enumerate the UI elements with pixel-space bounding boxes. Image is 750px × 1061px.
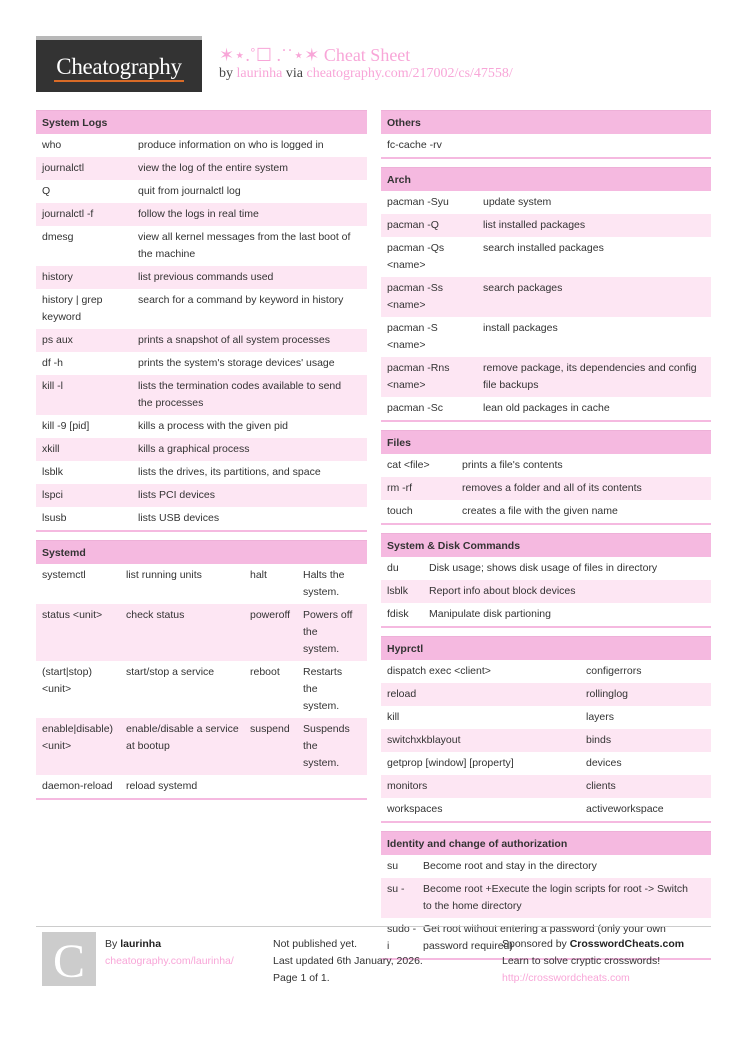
footer-sponsor-tagline: Learn to solve cryptic crosswords! (502, 955, 661, 967)
table-row (381, 500, 711, 523)
command-cell: lsusb (42, 512, 67, 524)
command-cell: ps aux (42, 334, 73, 346)
description-cell: list installed packages (483, 219, 586, 231)
command-cell: du (387, 562, 399, 574)
cheatography-logo[interactable] (36, 36, 202, 92)
table-row (36, 289, 367, 329)
description-cell: configerrors (586, 665, 642, 677)
table-row (381, 454, 711, 477)
command-cell: history | grep keyword (42, 294, 103, 323)
by-word: by (219, 66, 233, 81)
description-cell: Manipulate disk partioning (429, 608, 551, 620)
table-row (381, 878, 711, 918)
command-cell: fc-cache -rv (387, 139, 442, 151)
table-row (36, 484, 367, 507)
description-cell: prints a file's contents (462, 459, 563, 471)
section-systemd (36, 540, 367, 800)
table-row (36, 266, 367, 289)
table-row (36, 564, 367, 604)
section-title: System Logs (36, 110, 367, 134)
section-title: Others (381, 110, 711, 134)
description-cell: view the log of the entire system (138, 162, 288, 174)
table-row (36, 415, 367, 438)
description-cell: Powers off the system. (303, 609, 353, 655)
footer-by-label: By (105, 938, 118, 950)
section-others (381, 110, 711, 159)
description-cell: lists the drives, its partitions, and space (138, 466, 321, 478)
command-cell: journalctl -f (42, 208, 94, 220)
command-cell: touch (387, 505, 413, 517)
description-cell: start/stop a service (126, 666, 215, 678)
description-cell: lists USB devices (138, 512, 220, 524)
table-row (381, 134, 711, 157)
right-column (381, 110, 711, 968)
description-cell: search installed packages (483, 242, 604, 254)
table-row (36, 226, 367, 266)
systemd-table (36, 564, 367, 798)
section-title: Identity and change of authorization (381, 831, 711, 855)
description-cell: Get root without entering a password (only your own password required) (423, 923, 666, 952)
disk-table (381, 557, 711, 626)
table-row (381, 557, 711, 580)
description-cell: search packages (483, 282, 563, 294)
command-cell: pacman -Syu (387, 196, 449, 208)
description-cell: Halts the system. (303, 569, 345, 598)
command-cell: switchxkblayout (387, 734, 461, 746)
table-row (36, 661, 367, 718)
table-row (36, 461, 367, 484)
command-cell: fdisk (387, 608, 409, 620)
table-row (381, 775, 711, 798)
footer-sponsored-prefix: Sponsored by (502, 938, 567, 950)
table-row (36, 203, 367, 226)
description-cell: halt (250, 569, 267, 581)
description-cell: reboot (250, 666, 280, 678)
section-title: Files (381, 430, 711, 454)
command-cell: df -h (42, 357, 64, 369)
command-cell: pacman -Sc (387, 402, 444, 414)
command-cell: cat <file> (387, 459, 430, 471)
logo-text: Cheatography (56, 54, 182, 79)
avatar-letter: C (52, 935, 85, 988)
description-cell: produce information on who is logged in (138, 139, 324, 151)
table-row (381, 397, 711, 420)
table-row (36, 718, 367, 775)
command-cell: xkill (42, 443, 60, 455)
command-cell: rm -rf (387, 482, 413, 494)
command-cell: dispatch exec <client> (387, 665, 491, 677)
command-cell: daemon-reload (42, 780, 113, 792)
footer-page: Page 1 of 1. (273, 972, 330, 984)
description-cell: enable/disable a service at bootup (126, 723, 239, 752)
description-cell: removes a folder and all of its contents (462, 482, 642, 494)
table-row (381, 580, 711, 603)
command-cell: getprop [window] [property] (387, 757, 514, 769)
command-cell: who (42, 139, 62, 151)
description-cell: lists the termination codes available to send the processes (138, 380, 342, 409)
description-cell: poweroff (250, 609, 291, 621)
logo-underline (54, 80, 184, 82)
description-cell: reload systemd (126, 780, 198, 792)
table-row (36, 604, 367, 661)
table-row (381, 660, 711, 683)
footer-published: Not published yet. (273, 938, 358, 950)
via-word: via (285, 66, 303, 81)
command-cell: lspci (42, 489, 64, 501)
table-row (36, 329, 367, 352)
footer-sponsor-url[interactable]: http://crosswordcheats.com (502, 972, 630, 984)
description-cell: lean old packages in cache (483, 402, 610, 414)
table-row (381, 729, 711, 752)
description-cell: activeworkspace (586, 803, 664, 815)
command-cell: su - (387, 883, 405, 895)
table-row (381, 191, 711, 214)
command-cell: monitors (387, 780, 428, 792)
description-cell: Report info about block devices (429, 585, 576, 597)
command-cell: kill -9 [pid] (42, 420, 90, 432)
section-hyprctl (381, 636, 711, 823)
command-cell: systemctl (42, 569, 86, 581)
table-row (381, 752, 711, 775)
command-cell: kill -l (42, 380, 63, 392)
sheet-url-link[interactable]: cheatography.com/217002/cs/47558/ (306, 66, 513, 81)
table-row (381, 603, 711, 626)
description-cell: list previous commands used (138, 271, 274, 283)
description-cell: follow the logs in real time (138, 208, 259, 220)
command-cell: (start|stop) <unit> (42, 666, 92, 695)
footer-sponsor-block (502, 936, 684, 987)
description-cell: Disk usage; shows disk usage of files in directory (429, 562, 658, 574)
description-cell: kills a graphical process (138, 443, 250, 455)
description-cell: binds (586, 734, 612, 746)
footer-status-block (273, 936, 423, 987)
left-column (36, 110, 367, 808)
section-files (381, 430, 711, 525)
description-cell: suspend (250, 723, 290, 735)
description-cell: prints the system's storage devices' usage (138, 357, 335, 369)
description-cell: check status (126, 609, 185, 621)
section-system-disk (381, 533, 711, 628)
description-cell: install packages (483, 322, 558, 334)
command-cell: pacman -Q (387, 219, 439, 231)
command-cell: pacman -S <name> (387, 322, 438, 351)
footer-updated: Last updated 6th January, 2026. (273, 955, 423, 967)
description-cell: rollinglog (586, 688, 629, 700)
table-row (36, 775, 367, 798)
table-row (381, 706, 711, 729)
section-system-logs (36, 110, 367, 532)
footer-author-url[interactable]: cheatography.com/laurinha/ (105, 955, 234, 967)
section-title: Systemd (36, 540, 367, 564)
footer-author[interactable]: laurinha (120, 938, 162, 950)
footer-divider (36, 926, 711, 927)
command-cell: reload (387, 688, 417, 700)
table-row (36, 134, 367, 157)
section-title: Hyprctl (381, 636, 711, 660)
table-row (36, 438, 367, 461)
section-title: System & Disk Commands (381, 533, 711, 557)
description-cell: view all kernel messages from the last boot of the machine (138, 231, 351, 260)
description-cell: update system (483, 196, 552, 208)
description-cell: creates a file with the given name (462, 505, 618, 517)
arch-table (381, 191, 711, 420)
byline (219, 66, 513, 82)
description-cell: search for a command by keyword in history (138, 294, 344, 306)
hyprctl-table (381, 660, 711, 821)
command-cell: history (42, 271, 73, 283)
description-cell: kills a process with the given pid (138, 420, 288, 432)
table-row (36, 180, 367, 203)
command-cell: lsblk (387, 585, 409, 597)
table-row (381, 798, 711, 821)
description-cell: devices (586, 757, 622, 769)
table-row (381, 214, 711, 237)
section-title: Arch (381, 167, 711, 191)
command-cell: dmesg (42, 231, 74, 243)
description-cell: lists PCI devices (138, 489, 216, 501)
table-row (381, 237, 711, 277)
command-cell: status <unit> (42, 609, 103, 621)
description-cell: Become root +Execute the login scripts for root -> Switch to the home directory (423, 883, 688, 912)
avatar[interactable] (42, 932, 96, 986)
description-cell (303, 778, 361, 795)
table-row (381, 477, 711, 500)
description-cell (250, 778, 303, 795)
table-row (381, 357, 711, 397)
footer-sponsor[interactable]: CrosswordCheats.com (569, 938, 685, 950)
command-cell: pacman -Rns <name> (387, 362, 450, 391)
command-cell: kill (387, 711, 400, 723)
table-row (36, 157, 367, 180)
description-cell: Become root and stay in the directory (423, 860, 597, 872)
command-cell: lsblk (42, 466, 64, 478)
command-cell: sudo -i (387, 923, 417, 952)
command-cell: pacman -Qs <name> (387, 242, 445, 271)
description-cell: remove package, its dependencies and config file backups (483, 362, 697, 391)
description-cell: clients (586, 780, 616, 792)
description-cell: prints a snapshot of all system processes (138, 334, 331, 346)
table-row (381, 855, 711, 878)
footer-author-block (105, 936, 234, 970)
command-cell: pacman -Ss <name> (387, 282, 444, 311)
description-cell: layers (586, 711, 615, 723)
table-row (36, 375, 367, 415)
table-row (381, 317, 711, 357)
command-cell: Q (42, 185, 51, 197)
author-link[interactable]: laurinha (236, 66, 283, 81)
command-cell: enable|disable) <unit> (42, 723, 114, 752)
others-table (381, 134, 711, 157)
description-cell: quit from journalctl log (138, 185, 241, 197)
command-cell: workspaces (387, 803, 443, 815)
table-row (36, 352, 367, 375)
table-row (381, 277, 711, 317)
files-table (381, 454, 711, 523)
table-row (36, 507, 367, 530)
command-cell: su (387, 860, 399, 872)
description-cell: list running units (126, 569, 202, 581)
page-title: ✶⋆.˚☐ .˙˙⋆✶ Cheat Sheet (219, 45, 411, 65)
command-cell: journalctl (42, 162, 85, 174)
table-row (381, 683, 711, 706)
section-arch (381, 167, 711, 422)
description-cell: Suspends the system. (303, 723, 350, 769)
system-logs-table (36, 134, 367, 530)
description-cell: Restarts the system. (303, 666, 343, 712)
